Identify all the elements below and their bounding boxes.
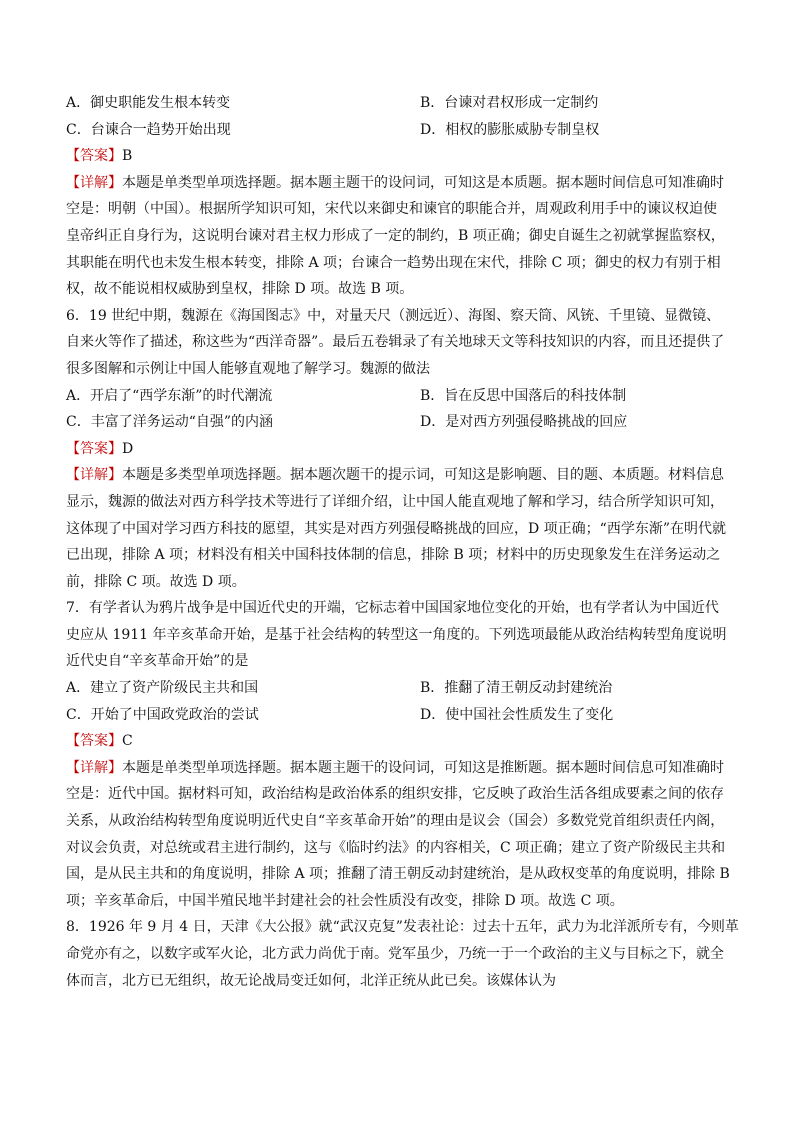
q6-stem-line: 自来火等作了描述，称这些为“西洋奇器”。最后五卷辑录了有关地球天文等科技知识的内容，而且还提供了 xyxy=(66,334,725,351)
q5-options-row-2 xyxy=(66,117,732,144)
q7-stem-line: 史应从 1911 年辛亥革命开始，是基于社会结构的转型这一角度的。下列选项最能从政治结构转型角度说明 xyxy=(66,626,727,643)
q6-stem-line: 6．19 世纪中期，魏源在《海国图志》中，对量天尺（测远近）、海图、察天筒、风铳、千里镜、显微镜、 xyxy=(66,307,721,324)
q6-options-row-1 xyxy=(66,383,732,410)
q7-option-b[interactable]: B．推翻了清王朝反动封建统治 xyxy=(420,680,613,697)
q5-detail-line: 皇帝纠正自身行为，这说明台谏对君主权力形成了一定的制约，B 项正确；御史自诞生之初就掌握监察权， xyxy=(66,227,725,244)
q7-answer-value: C xyxy=(122,733,133,750)
q6-answer-tag: 【答案】 xyxy=(66,440,122,457)
q7-detail-line xyxy=(66,755,732,782)
q8-stem-line: 体而言，北方已无组织，故无论战局变迁如何，北洋正统从此已矣。该媒体认为 xyxy=(66,972,556,989)
q6-detail-line xyxy=(66,462,732,489)
q5-answer-tag: 【答案】 xyxy=(66,148,122,165)
q7-detail-line: 关系，从政治结构转型角度说明近代史自“辛亥革命开始”的理由是议会（国会）多数党党首组织责任内阁， xyxy=(66,813,725,830)
q7-stem-line: 近代史自“辛亥革命开始”的是 xyxy=(66,653,249,670)
q6-option-a[interactable]: A．开启了“西学东渐”的时代潮流 xyxy=(66,387,273,404)
q6-detail-line: 已出现，排除 A 项；材料没有相关中国科技体制的信息，排除 B 项；材料中的历史现象发生在洋务运动之 xyxy=(66,547,721,564)
q6-detail-line: 显示，魏源的做法对西方科学技术等进行了详细介绍，让中国人能直观地了解和学习，结合所学知识可知， xyxy=(66,493,724,510)
q7-stem xyxy=(66,595,732,675)
q8-stem xyxy=(66,914,739,994)
q7-detail xyxy=(66,755,732,915)
q5-answer-value: B xyxy=(122,148,133,165)
q5-detail-line: 权，故不能说相权威胁到皇权，排除 D 项。故选 B 项。 xyxy=(66,281,414,298)
exam-page xyxy=(66,90,739,994)
q6-stem-line: 很多图解和示例让中国人能够直观地了解学习。魏源的做法 xyxy=(66,360,430,377)
q7-detail-tag: 【详解】 xyxy=(66,759,122,776)
q6-option-d[interactable]: D．是对西方列强侵略挑战的回应 xyxy=(420,414,628,431)
q6-detail-tag: 【详解】 xyxy=(66,467,122,484)
q7-options-row-1 xyxy=(66,675,732,702)
q7-answer xyxy=(66,728,732,755)
q7-answer-tag: 【答案】 xyxy=(66,733,122,750)
q8-stem-line: 8．1926 年 9 月 4 日，天津《大公报》就“武汉克复”发表社论：过去十五年，武力为北洋派所专有，今则革 xyxy=(66,919,739,936)
q8-stem-line: 命党亦有之，以数字或军火论，北方武力尚优于南。党军虽少，乃统一于一个政治的主义与目标之下，就全 xyxy=(66,946,724,962)
q7-options-row-2 xyxy=(66,702,732,729)
q7-option-c[interactable]: C．开始了中国政党政治的尝试 xyxy=(66,706,259,723)
q6-option-c[interactable]: C．丰富了洋务运动“自强”的内涵 xyxy=(66,414,274,431)
q6-detail xyxy=(66,462,732,595)
q6-answer-value: D xyxy=(122,440,134,457)
q5-detail-tag: 【详解】 xyxy=(66,174,122,191)
q5-detail-text: 本题是单类型单项选择题。据本题主题干的设问词，可知这是本质题。据本题时间信息可知准确时 xyxy=(122,174,724,191)
q7-detail-line: 项；辛亥革命后，中国半殖民地半封建社会的社会性质没有改变，排除 D 项。故选 C 项。 xyxy=(66,892,624,909)
q5-detail-line: 空是：明朝（中国）。根据所学知识可知，宋代以来御史和谏官的职能合并，周观政利用手中的谏议权迫使 xyxy=(66,201,717,218)
q7-detail-text: 本题是单类型单项选择题。据本题主题干的设问词，可知这是推断题。据本题时间信息可知准确时 xyxy=(122,759,724,776)
q5-options-row-1 xyxy=(66,90,732,117)
q6-option-b[interactable]: B．旨在反思中国落后的科技体制 xyxy=(420,387,627,404)
q5-answer xyxy=(66,143,732,170)
q7-detail-line: 国，是从民主共和的角度说明，排除 A 项；推翻了清王朝反动封建统治，是从政权变革的角度说明，排除 B xyxy=(66,866,730,883)
q7-stem-line: 7．有学者认为鸦片战争是中国近代史的开端，它标志着中国国家地位变化的开始，也有学者认为中国近代 xyxy=(66,600,719,617)
q6-detail-line: 这体现了中国对学习西方科技的愿望，其实是对西方列强侵略挑战的回应，D 项正确；“西学东渐”在明代就 xyxy=(66,520,726,537)
q6-answer xyxy=(66,436,732,463)
q7-detail-line: 空是：近代中国。据材料可知，政治结构是政治体系的组织安排，它反映了政治生活各组成要素之间的依存 xyxy=(66,786,724,803)
q7-option-d[interactable]: D．使中国社会性质发生了变化 xyxy=(420,706,614,723)
q5-detail xyxy=(66,170,732,303)
q5-option-c[interactable]: C．台谏合一趋势开始出现 xyxy=(66,121,231,138)
q7-detail-line: 对议会负责，对总统或君主进行制约，这与《临时约法》的内容相关，C 项正确；建立了资产阶级民主共和 xyxy=(66,839,726,856)
q6-detail-line: 前，排除 C 项。故选 D 项。 xyxy=(66,573,246,590)
q5-detail-line: 其职能在明代也未发生根本转变，排除 A 项；台谏合一趋势出现在宋代，排除 C 项；御史的权力有别于相 xyxy=(66,254,721,271)
q7-option-a[interactable]: A．建立了资产阶级民主共和国 xyxy=(66,680,259,697)
q6-stem xyxy=(66,303,732,383)
q5-detail-line xyxy=(66,170,732,197)
q5-option-a[interactable]: A．御史职能发生根本转变 xyxy=(66,95,231,111)
q5-option-b[interactable]: B．台谏对君权形成一定制约 xyxy=(420,95,599,111)
q6-detail-text: 本题是多类型单项选择题。据本题次题干的提示词，可知这是影响题、目的题、本质题。材料信息 xyxy=(122,467,724,484)
q6-options-row-2 xyxy=(66,409,732,436)
q5-option-d[interactable]: D．相权的膨胀威胁专制皇权 xyxy=(420,121,600,138)
